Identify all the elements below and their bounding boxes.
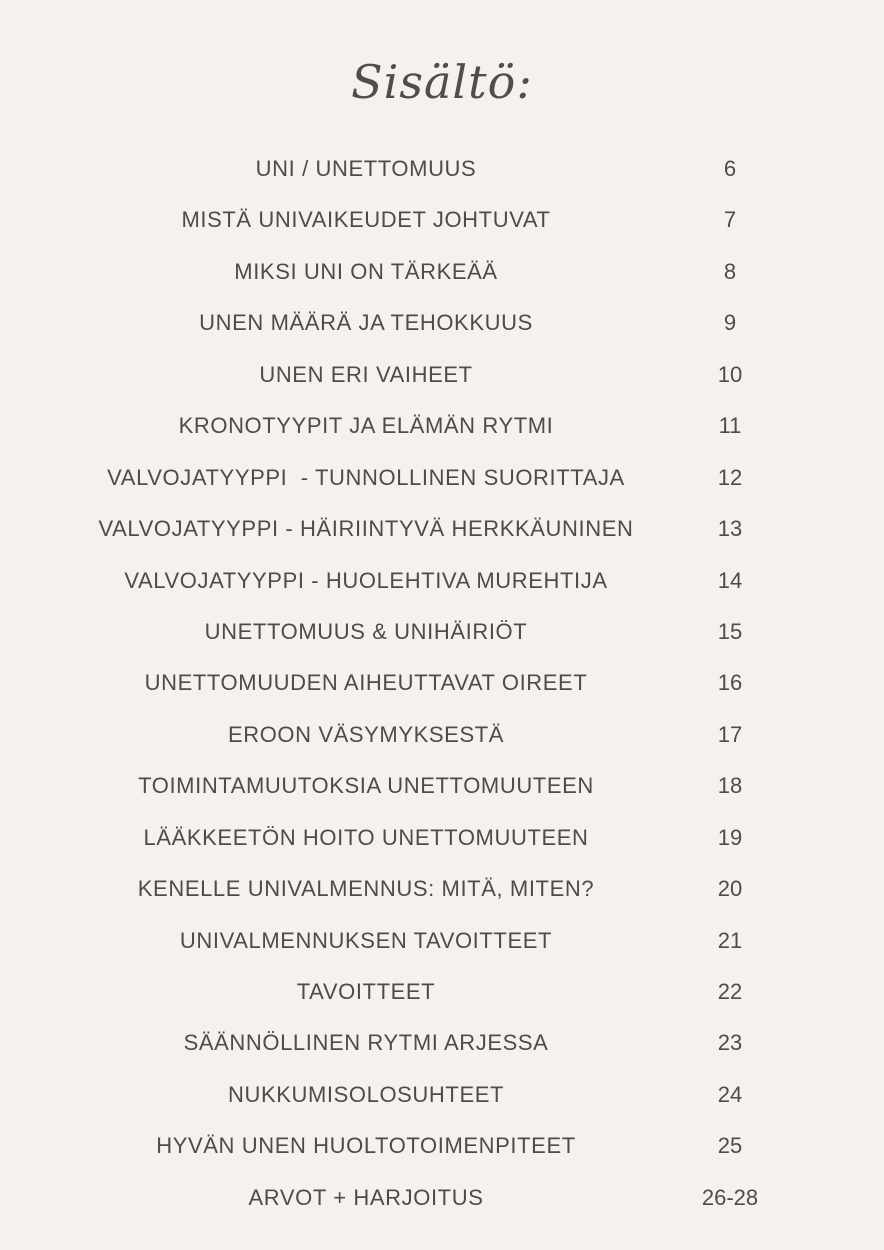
- toc-label: MIKSI UNI ON TÄRKEÄÄ: [234, 258, 498, 284]
- toc-row: [0, 709, 884, 760]
- toc-row: [0, 555, 884, 606]
- toc-label: UNI / UNETTOMUUS: [255, 156, 477, 181]
- toc-label: KENELLE UNIVALMENNUS: MITÄ, MITEN?: [137, 876, 595, 902]
- toc-label: MISTÄ UNIVAIKEUDET JOHTUVAT: [181, 207, 551, 233]
- table-of-contents: [0, 143, 884, 1223]
- toc-label: VALVOJATYYPPI - TUNNOLLINEN SUORITTAJA: [107, 464, 625, 490]
- toc-page-number: 6: [723, 156, 737, 181]
- toc-row: [0, 915, 884, 966]
- toc-page-number: 24: [717, 1081, 743, 1107]
- page-title: Sisältö:: [351, 55, 533, 109]
- toc-label: HYVÄN UNEN HUOLTOTOIMENPITEET: [156, 1133, 576, 1159]
- toc-row: [0, 863, 884, 914]
- toc-row: [0, 1017, 884, 1068]
- toc-label: EROON VÄSYMYKSESTÄ: [227, 721, 505, 747]
- toc-page-number: 9: [723, 310, 737, 336]
- toc-label: UNIVALMENNUKSEN TAVOITTEET: [179, 927, 553, 953]
- toc-label: ARVOT + HARJOITUS: [248, 1184, 484, 1210]
- toc-label: UNETTOMUUS & UNIHÄIRIÖT: [204, 618, 528, 644]
- toc-page-number: 7: [723, 207, 737, 233]
- toc-label: TAVOITTEET: [296, 979, 436, 1004]
- toc-page-number: 13: [717, 516, 743, 542]
- toc-label: VALVOJATYYPPI - HÄIRIINTYVÄ HERKKÄUNINEN: [98, 516, 634, 542]
- toc-page-number: 25: [717, 1133, 743, 1159]
- toc-page-number: 11: [718, 413, 742, 439]
- toc-label: VALVOJATYYPPI - HUOLEHTIVA MUREHTIJA: [124, 567, 608, 593]
- toc-row: [0, 246, 884, 297]
- toc-page-number: 18: [717, 773, 743, 799]
- toc-row: [0, 606, 884, 657]
- toc-row: [0, 657, 884, 708]
- toc-page-number: 17: [717, 721, 743, 747]
- toc-page-number: 12: [717, 464, 743, 490]
- toc-label: UNEN MÄÄRÄ JA TEHOKKUUS: [199, 310, 533, 336]
- toc-row: [0, 1069, 884, 1120]
- toc-page-number: 19: [717, 824, 743, 850]
- toc-row: [0, 966, 884, 1017]
- toc-label: SÄÄNNÖLLINEN RYTMI ARJESSA: [183, 1030, 549, 1056]
- toc-label: UNETTOMUUDEN AIHEUTTAVAT OIREET: [144, 670, 588, 696]
- toc-row: [0, 400, 884, 451]
- toc-label: NUKKUMISOLOSUHTEET: [227, 1081, 505, 1107]
- toc-page-number: 22: [717, 979, 743, 1004]
- toc-row: [0, 503, 884, 554]
- toc-page-number: 21: [717, 927, 743, 953]
- toc-row: [0, 297, 884, 348]
- toc-row: [0, 143, 884, 194]
- toc-page-number: 26-28: [701, 1184, 759, 1210]
- toc-row: [0, 349, 884, 400]
- toc-page-number: 20: [717, 876, 743, 902]
- toc-label: LÄÄKKEETÖN HOITO UNETTOMUUTEEN: [143, 824, 589, 850]
- toc-row: [0, 1172, 884, 1223]
- toc-label: KRONOTYYPIT JA ELÄMÄN RYTMI: [178, 413, 554, 439]
- toc-label: TOIMINTAMUUTOKSIA UNETTOMUUTEEN: [138, 773, 594, 799]
- toc-row: [0, 760, 884, 811]
- toc-row: [0, 812, 884, 863]
- toc-page-number: 14: [717, 567, 743, 593]
- toc-page-number: 8: [723, 258, 737, 284]
- toc-page-number: 23: [717, 1030, 743, 1056]
- toc-row: [0, 452, 884, 503]
- toc-row: [0, 194, 884, 245]
- toc-page-number: 16: [717, 670, 743, 696]
- toc-row: [0, 1120, 884, 1171]
- toc-label: UNEN ERI VAIHEET: [259, 361, 473, 387]
- toc-page-number: 10: [717, 361, 743, 387]
- toc-page-number: 15: [717, 618, 743, 644]
